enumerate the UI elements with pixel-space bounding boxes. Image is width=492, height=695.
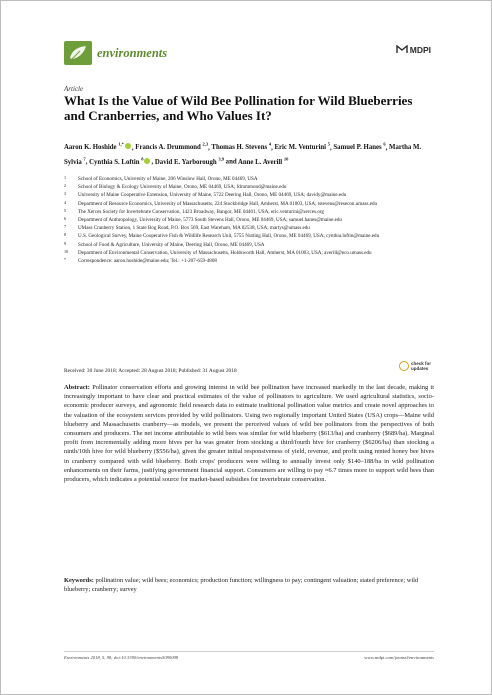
- affiliation-item: [64, 216, 434, 224]
- journal-url-link[interactable]: www.mdpi.com/journal/environments: [364, 655, 434, 660]
- check-updates-label: check for updates: [411, 361, 432, 371]
- author-affiliation-marker: 6: [383, 142, 386, 147]
- affiliation-number: *: [64, 257, 67, 263]
- affiliation-number: 9: [64, 240, 67, 246]
- author-name: Cynthia S. Loftin: [89, 158, 142, 166]
- author-affiliation-marker: 10: [283, 156, 289, 162]
- affiliation-text: School of Economics, University of Maine, 206 Winslow Hall, Orono, ME 04469, USA: [78, 176, 258, 182]
- journal-logo-icon: [64, 41, 92, 65]
- affiliation-text: Correspondence: aaron.hoshide@maine.edu; Tel.: +1-207-659-4808: [78, 258, 217, 265]
- citation-line: Environments 2018, 5, 98; doi:10.3390/environments5090098: [64, 655, 179, 660]
- affiliation-item: [64, 208, 434, 216]
- orcid-icon[interactable]: [125, 143, 131, 149]
- journal-name[interactable]: environments: [97, 46, 168, 60]
- author[interactable]: [135, 144, 208, 151]
- affiliation-item: [64, 191, 434, 199]
- affiliation-item: [64, 257, 434, 265]
- footer-divider: [64, 651, 434, 652]
- affiliation-number: 10: [64, 248, 69, 254]
- orcid-icon[interactable]: [144, 158, 150, 164]
- affiliation-text: Department of Resource Economics, University of Massachusetts, 224 Stockbridge Hall, Amherst, MA 01003, USA; tstevens@resecon.umass.edu: [78, 200, 378, 207]
- affiliation-text: School of Biology & Ecology University of Maine, Orono, ME 04469, USA; fdrummond@maine.edu: [78, 184, 287, 191]
- publisher-name: MDPI: [409, 45, 431, 55]
- keywords: [64, 576, 434, 594]
- author-name: Aaron K. Hoshide: [64, 144, 119, 152]
- check-updates-icon: [399, 361, 409, 371]
- affiliation-number: 3: [64, 191, 67, 197]
- keywords-text: pollination value; wild bees; economics; production function; willingness to pay; contingent valuation; stated preference; wild blueberry; cranberry; survey: [64, 577, 419, 594]
- affiliation-text: University of Maine Cooperative Extension, University of Maine, 5722 Deering Hall, Orono, ME 04469, USA; davidy@maine.edu: [78, 192, 347, 199]
- affiliation-number: 7: [64, 224, 67, 230]
- affiliation-item: [64, 232, 434, 240]
- affiliation-list: [64, 175, 434, 265]
- affiliation-text: Department of Anthropology, University of Maine, 5773 South Stevens Hall, Orono, ME 04469, USA; samuel.hanes@maine.edu: [78, 217, 342, 224]
- author-name: David E. Yarborough: [154, 158, 219, 166]
- article-title: What Is the Value of Wild Bee Pollination for Wild Blueberries and Cranberries, and Who Values It?: [64, 93, 413, 123]
- author-affiliation-marker: 5: [327, 142, 330, 147]
- author[interactable]: [64, 144, 132, 151]
- author[interactable]: [274, 144, 330, 151]
- author[interactable]: [237, 156, 289, 166]
- affiliation-text: Department of Environmental Conservation, University of Massachusetts, Holdsworth Hall, Amherst, MA 01003, USA; averill@eco.umass.edu: [78, 249, 372, 256]
- author-affiliation-marker: 8: [141, 156, 144, 162]
- author-name: Francis A. Drummond: [135, 144, 203, 152]
- journal-header: [64, 39, 431, 73]
- affiliation-text: UMass Cranberry Station, 1 State Bog Road, P.O. Box 569, East Wareham, MA 02538, USA; martys@umass.edu: [78, 225, 310, 232]
- author-affiliation-marker: 7: [83, 156, 86, 162]
- author[interactable]: [333, 144, 385, 151]
- author-name: Anne L. Averill: [237, 158, 284, 166]
- abstract-text: Pollinator conservation efforts and growing interest in wild bee pollination have increased markedly in the last decade, making it increasingly important to have clear and practical estimates of the value of pollinators to agriculture. We used agricultural statistics, socio-economic producer surveys, and agronomic field research data to estimate traditional pollination value metrics and create novel approaches to the valuation of the ecosystem services provided by wild pollinators. Using two regionally important United States (USA) crops—Maine wild blueberry and Massachusetts cranberry—as models, we present the perceived values of wild bee pollinators from the perspectives of both consumers and producers. The net income attributable to wild bees was similar for wild blueberry ($613/ha) and cranberry ($689/ha). Marginal profit from incrementally adding more hives per ha was greater from stocking a third/fourth hive for cranberry ($6206/ha) than stocking a ninth/10th hive for wild blueberry ($556/ha), given the greater initial responsiveness of yield, revenue, and profit using rented honey bee hives in cranberry compared with wild blueberry. Both crops' producers were willing to annually invest only $140–188/ha in wild pollination enhancements on their farms, justifying government financial support. Consumers are willing to pay ≈6.7 times more to support wild bees than producers, which indicates a potential source for market-based subsidies for invertebrate conservation.: [64, 384, 434, 484]
- affiliation-number: 8: [64, 232, 67, 238]
- affiliation-item: [64, 183, 434, 191]
- author-name: Thomas H. Stevens: [211, 144, 269, 152]
- affiliation-number: 2: [64, 183, 67, 189]
- author-name: Eric M. Venturini: [274, 144, 328, 152]
- author-affiliation-marker: 2,3: [202, 142, 209, 147]
- abstract-label: Abstract:: [64, 384, 90, 391]
- publication-dates: Received: 30 June 2018; Accepted: 28 August 2018; Published: 31 August 2018: [64, 368, 237, 374]
- keywords-label: Keywords:: [64, 577, 94, 584]
- author-list: Aaron K. Hoshide $^{1,*}$ , Francis A. Drummond $^{2,3}$, Thomas H. Stevens $^4$, Eric M. Venturini $^5$, Samuel P. Hanes $^6$, Martha M. Sylvia $^7$, Cynthia S. Loftin $^8$ , David E. Yarborough $^{3,9}$ and Anne L. Averill $^{10}$: [64, 142, 422, 166]
- author-affiliation-marker: 1,*: [118, 142, 124, 147]
- author-name: Samuel P. Hanes: [333, 144, 384, 152]
- author-affiliation-marker: 3,9: [218, 156, 224, 162]
- affiliation-number: 4: [64, 199, 67, 205]
- affiliation-item: [64, 200, 434, 208]
- affiliation-number: 1: [64, 175, 67, 180]
- author[interactable]: [89, 156, 151, 166]
- affiliation-item: [64, 241, 434, 249]
- publisher-logo[interactable]: [396, 45, 431, 55]
- mdpi-logo-icon: [396, 45, 408, 54]
- page-footer: [64, 655, 434, 660]
- affiliation-text: U.S. Geological Survey, Maine Cooperative Fish & Wildlife Research Unit, 5755 Nutting Hall, Orono, ME 04469, USA; cynthia.loftin@maine.edu: [78, 233, 380, 240]
- author-name: Martha M. Sylvia: [64, 144, 422, 166]
- affiliation-number: 5: [64, 207, 67, 213]
- abstract: [64, 383, 434, 484]
- affiliation-text: The Xerces Society for Invertebrate Conservation, 1423 Broadway, Bangor, ME 04401, USA; eric.venturini@xerces.org: [78, 208, 324, 215]
- author-affiliation-marker: 4: [268, 142, 272, 147]
- affiliation-item: [64, 224, 434, 232]
- author[interactable]: [154, 156, 224, 166]
- affiliation-item: [64, 175, 434, 183]
- article-type: Article: [64, 85, 84, 93]
- check-for-updates-badge[interactable]: [399, 360, 435, 373]
- affiliation-number: 6: [64, 216, 67, 222]
- affiliation-text: School of Food & Agriculture, University of Maine, Deering Hall, Orono, ME 04469, USA: [78, 241, 265, 248]
- affiliation-item: [64, 249, 434, 257]
- author[interactable]: [211, 144, 271, 151]
